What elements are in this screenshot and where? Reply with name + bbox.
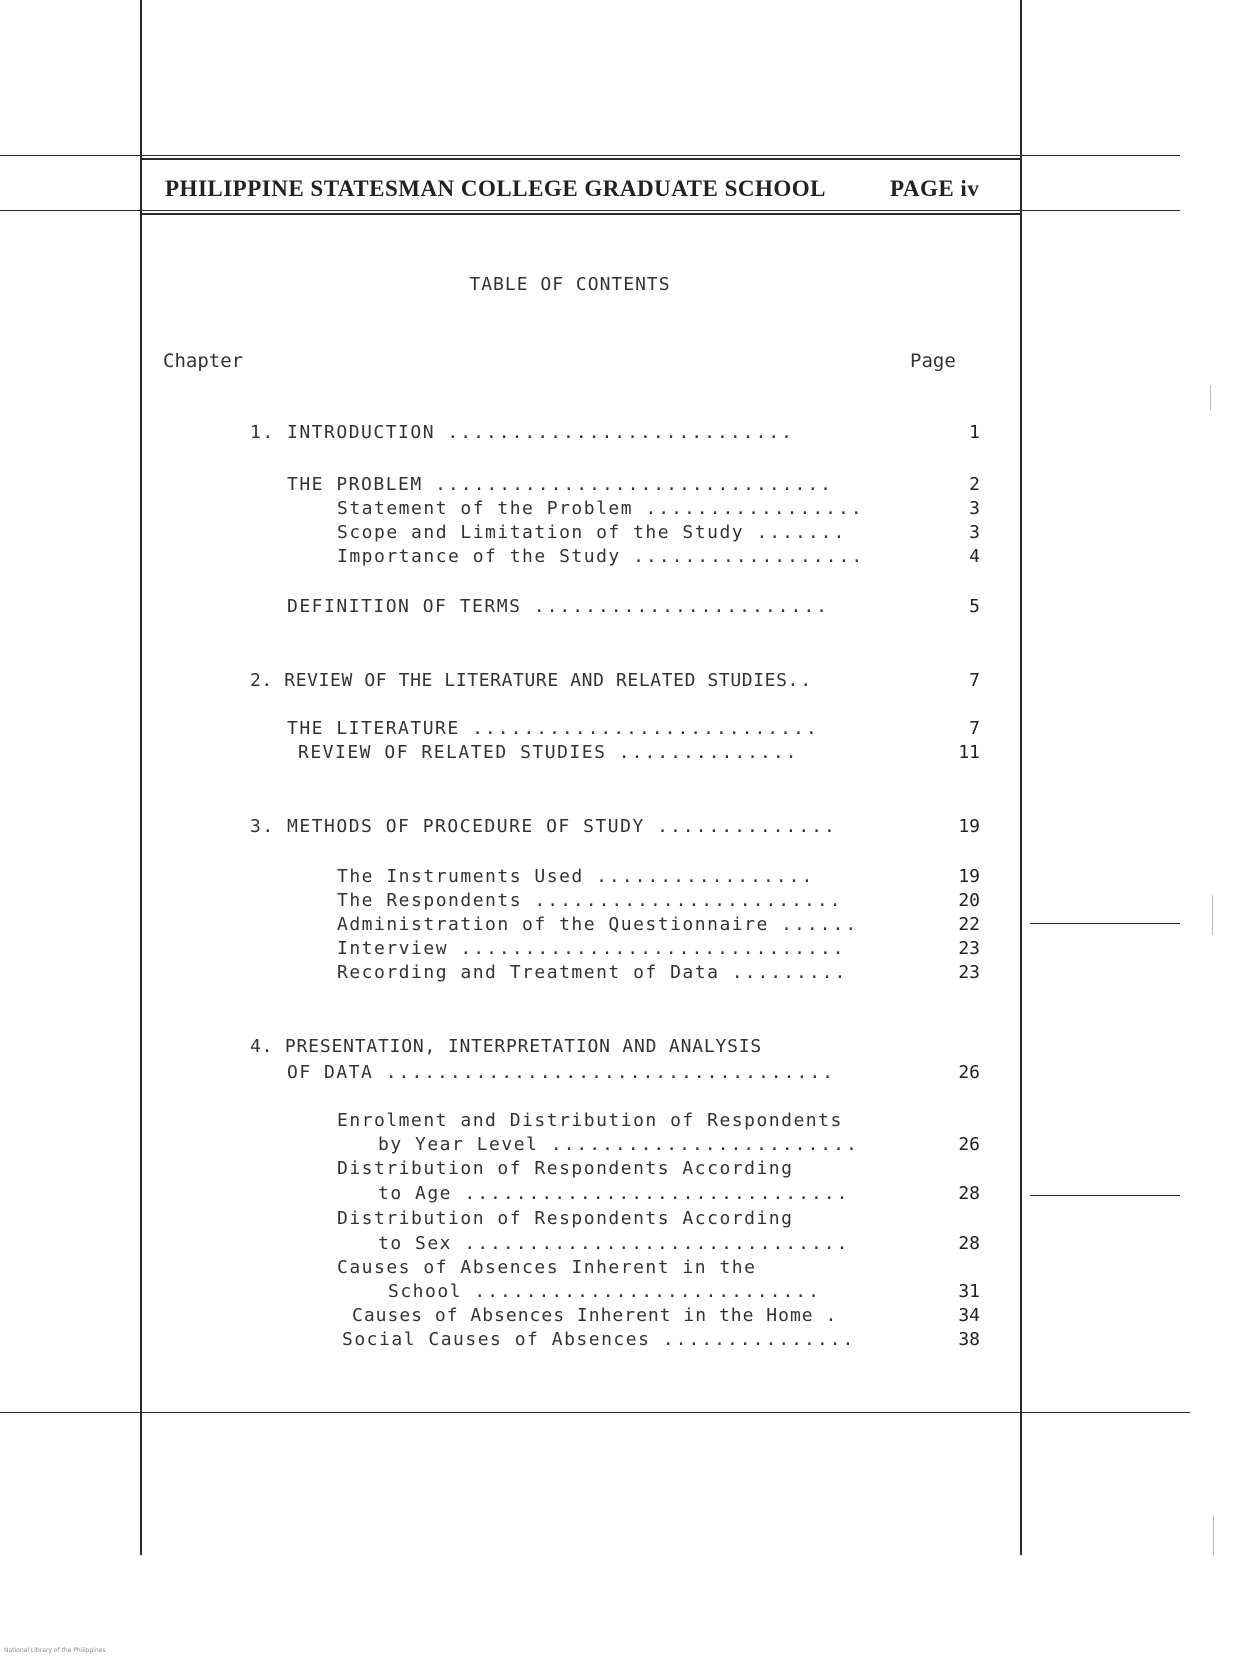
right-margin-line <box>1020 0 1022 1555</box>
school-name: PHILIPPINE STATESMAN COLLEGE GRADUATE SCHOOL <box>165 176 826 201</box>
toc-entry: Recording and Treatment of Data ......... <box>337 962 848 983</box>
scan-speck-1 <box>1210 385 1211 410</box>
toc-entry: Administration of the Questionnaire ...... <box>337 914 859 935</box>
archive-footer-note: National Library of the Philippines <box>4 1647 106 1654</box>
toc-entry-page: 23 <box>958 962 980 983</box>
toc-entry-page: 28 <box>958 1233 980 1254</box>
left-margin-line <box>140 0 142 1555</box>
toc-entry: 4. PRESENTATION, INTERPRETATION AND ANALYSIS <box>250 1036 763 1057</box>
side-mark-1 <box>1030 923 1180 924</box>
toc-entry-page: 3 <box>969 522 980 543</box>
toc-entry: Distribution of Respondents According <box>337 1208 794 1229</box>
toc-entry-page: 7 <box>969 718 980 739</box>
toc-entry: Statement of the Problem ................. <box>337 498 864 519</box>
toc-entry-page: 4 <box>969 546 980 567</box>
toc-entry-page: 19 <box>958 866 980 887</box>
side-mark-2 <box>1030 1195 1180 1196</box>
toc-entry-page: 31 <box>958 1281 980 1302</box>
toc-entry: OF DATA ................................... <box>287 1062 835 1083</box>
toc-entry: Causes of Absences Inherent in the Home . <box>352 1305 839 1326</box>
scan-speck-3 <box>1213 1515 1214 1555</box>
toc-entry: The Respondents ........................ <box>337 890 843 911</box>
toc-entry-page: 5 <box>969 596 980 617</box>
toc-title: TABLE OF CONTENTS <box>469 274 671 295</box>
toc-entry: 2. REVIEW OF THE LITERATURE AND RELATED STUDIES.. <box>250 670 814 691</box>
toc-entry-page: 28 <box>958 1183 980 1204</box>
toc-entry: DEFINITION OF TERMS ....................... <box>287 596 829 617</box>
toc-entry-page: 11 <box>958 742 980 763</box>
toc-entry: to Age .............................. <box>378 1183 850 1204</box>
toc-entry: 1. INTRODUCTION ........................... <box>250 422 795 443</box>
footer-rule <box>0 1412 1190 1413</box>
toc-entry-page: 19 <box>958 816 980 837</box>
toc-entry: 3. METHODS OF PROCEDURE OF STUDY .............. <box>250 816 837 837</box>
header-bottom-rule-inner <box>140 213 1022 215</box>
toc-entry-page: 38 <box>958 1329 980 1350</box>
toc-entry: Importance of the Study .................. <box>337 546 865 567</box>
page-label: PAGE iv <box>890 176 980 201</box>
header-top-rule <box>0 155 1180 156</box>
toc-entry-page: 34 <box>958 1305 980 1326</box>
toc-entry: by Year Level ........................ <box>378 1134 859 1155</box>
toc-entry: Causes of Absences Inherent in the <box>337 1257 757 1278</box>
toc-entry: REVIEW OF RELATED STUDIES .............. <box>298 742 799 763</box>
toc-entry: THE LITERATURE ........................... <box>287 718 819 739</box>
toc-entry: Distribution of Respondents According <box>337 1158 794 1179</box>
toc-entry-page: 2 <box>969 474 980 495</box>
toc-entry-page: 3 <box>969 498 980 519</box>
toc-entry-page: 26 <box>958 1134 980 1155</box>
toc-entry-page: 26 <box>958 1062 980 1083</box>
toc-entry-page: 22 <box>958 914 980 935</box>
toc-entry-page: 20 <box>958 890 980 911</box>
toc-entry-page: 1 <box>969 422 980 443</box>
toc-entry: to Sex .............................. <box>378 1233 850 1254</box>
toc-entry: Social Causes of Absences ............... <box>342 1329 856 1350</box>
toc-entry: The Instruments Used ................. <box>337 866 815 887</box>
toc-entry-page: 23 <box>958 938 980 959</box>
toc-entry: THE PROBLEM ............................... <box>287 474 834 495</box>
chapter-column-header: Chapter <box>163 350 244 372</box>
toc-entry: School ........................... <box>388 1281 821 1302</box>
header-bottom-rule <box>0 210 1180 211</box>
toc-entry: Scope and Limitation of the Study ....... <box>337 522 847 543</box>
header-top-rule-inner <box>140 158 1022 160</box>
page-column-header: Page <box>910 350 956 372</box>
toc-entry: Enrolment and Distribution of Respondents <box>337 1110 843 1131</box>
toc-entry: Interview .............................. <box>337 938 846 959</box>
scan-speck-2 <box>1212 895 1213 935</box>
toc-entry-page: 7 <box>969 670 980 691</box>
